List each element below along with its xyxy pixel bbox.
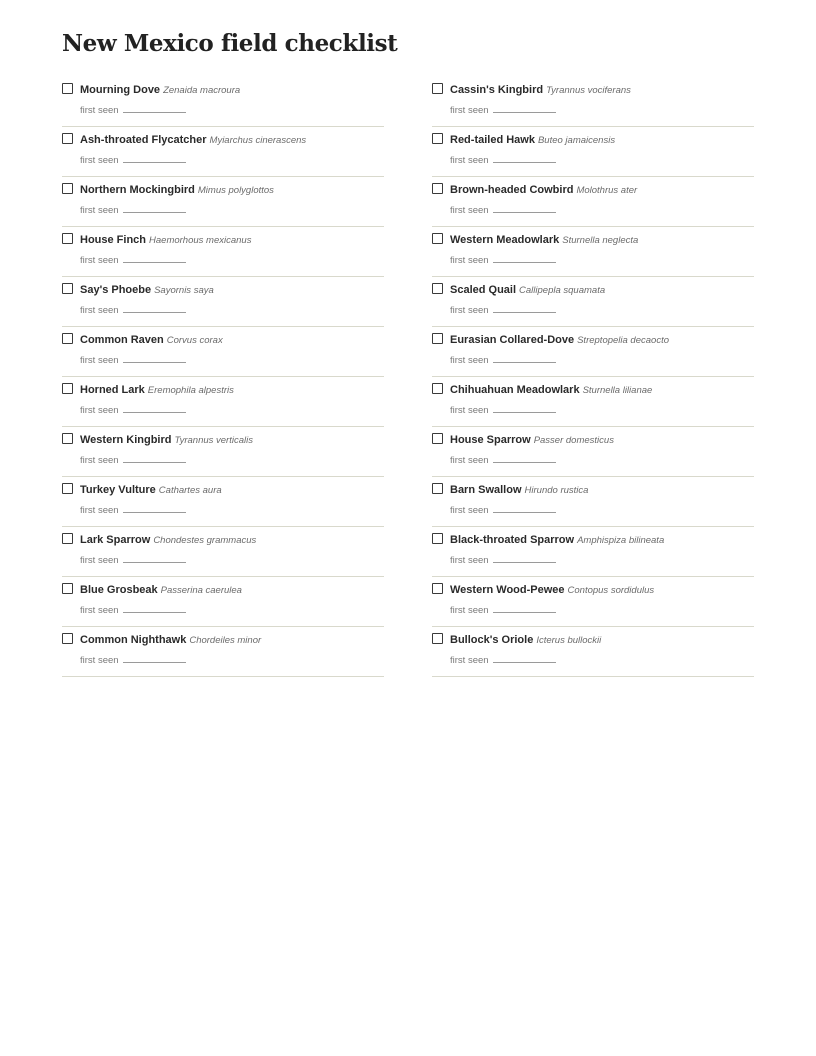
- checklist-item: [62, 277, 384, 327]
- first-seen-label: first seen: [450, 355, 489, 366]
- checkbox[interactable]: [432, 533, 443, 544]
- checkbox[interactable]: [432, 433, 443, 444]
- common-name: Lark Sparrow: [80, 534, 151, 546]
- scientific-name: Streptopelia decaocto: [577, 335, 669, 346]
- first-seen-blank[interactable]: [493, 103, 556, 113]
- species-name-line: [450, 232, 638, 248]
- species-name-line: [80, 232, 251, 248]
- species-name-line: [450, 132, 615, 148]
- species-name-line: [450, 532, 664, 548]
- first-seen-line: [80, 203, 186, 217]
- common-name: Bullock's Oriole: [450, 634, 534, 646]
- checklist-item: [432, 477, 754, 527]
- first-seen-label: first seen: [80, 155, 119, 166]
- scientific-name: Chondestes grammacus: [153, 535, 257, 546]
- species-name-line: [80, 182, 274, 198]
- common-name: Western Kingbird: [80, 434, 172, 446]
- first-seen-line: [450, 153, 556, 167]
- checkbox[interactable]: [62, 233, 73, 244]
- first-seen-line: [80, 553, 186, 567]
- first-seen-blank[interactable]: [493, 353, 556, 363]
- checklist-item: [62, 427, 384, 477]
- first-seen-line: [80, 453, 186, 467]
- checklist-item: [432, 427, 754, 477]
- first-seen-blank[interactable]: [493, 403, 556, 413]
- page-title: New Mexico field checklist: [62, 30, 398, 57]
- first-seen-line: [80, 353, 186, 367]
- common-name: Western Wood-Pewee: [450, 584, 565, 596]
- species-name-line: [450, 632, 601, 648]
- species-name-line: [450, 482, 588, 498]
- first-seen-blank[interactable]: [493, 453, 556, 463]
- common-name: Common Nighthawk: [80, 634, 187, 646]
- checkbox[interactable]: [432, 583, 443, 594]
- scientific-name: Sturnella lilianae: [582, 385, 653, 396]
- first-seen-line: [80, 153, 186, 167]
- first-seen-label: first seen: [80, 205, 119, 216]
- checklist-item: [432, 177, 754, 227]
- first-seen-blank[interactable]: [493, 303, 556, 313]
- species-name-line: [450, 582, 654, 598]
- checklist-item: [432, 127, 754, 177]
- first-seen-line: [80, 603, 186, 617]
- species-name-line: [80, 482, 222, 498]
- species-name-line: [80, 532, 256, 548]
- scientific-name: Sayornis saya: [154, 285, 214, 296]
- common-name: Black-throated Sparrow: [450, 534, 575, 546]
- scientific-name: Haemorhous mexicanus: [149, 235, 252, 246]
- first-seen-line: [80, 303, 186, 317]
- first-seen-label: first seen: [80, 655, 119, 666]
- checklist-item: [432, 577, 754, 627]
- scientific-name: Icterus bullockii: [536, 635, 602, 646]
- common-name: Eurasian Collared-Dove: [450, 334, 575, 346]
- first-seen-label: first seen: [450, 605, 489, 616]
- scientific-name: Corvus corax: [166, 335, 223, 346]
- first-seen-label: first seen: [450, 655, 489, 666]
- checkbox[interactable]: [432, 633, 443, 644]
- first-seen-label: first seen: [450, 155, 489, 166]
- first-seen-line: [450, 253, 556, 267]
- common-name: Brown-headed Cowbird: [450, 184, 574, 196]
- common-name: Red-tailed Hawk: [450, 134, 535, 146]
- species-name-line: [450, 432, 614, 448]
- species-name-line: [450, 82, 631, 98]
- checklist-item: [432, 277, 754, 327]
- scientific-name: Buteo jamaicensis: [537, 135, 616, 146]
- scientific-name: Hirundo rustica: [524, 485, 589, 496]
- checklist-item: [62, 127, 384, 177]
- checkbox[interactable]: [62, 283, 73, 294]
- first-seen-label: first seen: [80, 455, 119, 466]
- common-name: Scaled Quail: [450, 284, 517, 296]
- checkbox[interactable]: [62, 83, 73, 94]
- first-seen-line: [450, 553, 556, 567]
- common-name: House Sparrow: [450, 434, 531, 446]
- first-seen-blank[interactable]: [493, 603, 556, 613]
- first-seen-label: first seen: [80, 555, 119, 566]
- scientific-name: Contopus sordidulus: [567, 585, 655, 596]
- common-name: Common Raven: [80, 334, 164, 346]
- first-seen-label: first seen: [80, 355, 119, 366]
- scientific-name: Myiarchus cinerascens: [209, 135, 307, 146]
- first-seen-line: [450, 603, 556, 617]
- common-name: Cassin's Kingbird: [450, 84, 544, 96]
- species-name-line: [80, 582, 242, 598]
- checklist-item: [62, 177, 384, 227]
- checkbox[interactable]: [62, 633, 73, 644]
- first-seen-line: [450, 403, 556, 417]
- scientific-name: Tyrannus vociferans: [546, 85, 631, 96]
- first-seen-label: first seen: [450, 405, 489, 416]
- checkbox[interactable]: [432, 483, 443, 494]
- first-seen-label: first seen: [80, 505, 119, 516]
- species-name-line: [80, 432, 253, 448]
- checklist-item: [432, 77, 754, 127]
- first-seen-line: [450, 653, 556, 667]
- checklist-item: [432, 377, 754, 427]
- checklist-item: [62, 477, 384, 527]
- first-seen-label: first seen: [80, 405, 119, 416]
- first-seen-line: [450, 203, 556, 217]
- checkbox[interactable]: [432, 333, 443, 344]
- scientific-name: Passerina caerulea: [160, 585, 242, 596]
- first-seen-label: first seen: [80, 605, 119, 616]
- checkbox[interactable]: [432, 83, 443, 94]
- first-seen-label: first seen: [450, 505, 489, 516]
- first-seen-blank[interactable]: [123, 653, 186, 663]
- first-seen-blank[interactable]: [493, 203, 556, 213]
- common-name: Chihuahuan Meadowlark: [450, 384, 580, 396]
- checkbox[interactable]: [432, 233, 443, 244]
- first-seen-line: [80, 653, 186, 667]
- species-name-line: [80, 132, 306, 148]
- first-seen-line: [80, 403, 186, 417]
- first-seen-blank[interactable]: [123, 303, 186, 313]
- checkbox[interactable]: [432, 133, 443, 144]
- first-seen-blank[interactable]: [493, 653, 556, 663]
- scientific-name: Passer domesticus: [533, 435, 614, 446]
- first-seen-label: first seen: [450, 555, 489, 566]
- scientific-name: Sturnella neglecta: [562, 235, 639, 246]
- common-name: Western Meadowlark: [450, 234, 560, 246]
- first-seen-label: first seen: [80, 255, 119, 266]
- species-name-line: [80, 82, 240, 98]
- checklist-item: [62, 227, 384, 277]
- common-name: Northern Mockingbird: [80, 184, 195, 196]
- scientific-name: Eremophila alpestris: [147, 385, 234, 396]
- species-name-line: [450, 332, 669, 348]
- common-name: House Finch: [80, 234, 147, 246]
- checkbox[interactable]: [62, 133, 73, 144]
- first-seen-label: first seen: [80, 105, 119, 116]
- checklist-item: [432, 527, 754, 577]
- common-name: Barn Swallow: [450, 484, 522, 496]
- first-seen-blank[interactable]: [123, 353, 186, 363]
- checklist-item: [432, 327, 754, 377]
- checklist-item: [62, 377, 384, 427]
- scientific-name: Chordeiles minor: [189, 635, 262, 646]
- first-seen-blank[interactable]: [493, 553, 556, 563]
- first-seen-blank[interactable]: [123, 153, 186, 163]
- common-name: Mourning Dove: [80, 84, 161, 96]
- species-name-line: [450, 182, 637, 198]
- scientific-name: Tyrannus verticalis: [174, 435, 253, 446]
- checklist-column-right: [432, 77, 754, 677]
- checklist-item: [432, 227, 754, 277]
- species-name-line: [450, 382, 652, 398]
- checklist-item: [62, 577, 384, 627]
- checklist-item: [62, 77, 384, 127]
- checklist-column-left: [62, 77, 384, 677]
- common-name: Ash-throated Flycatcher: [80, 134, 207, 146]
- first-seen-blank[interactable]: [493, 503, 556, 513]
- first-seen-line: [450, 103, 556, 117]
- first-seen-blank[interactable]: [123, 453, 186, 463]
- first-seen-blank[interactable]: [123, 503, 186, 513]
- species-name-line: [80, 282, 214, 298]
- first-seen-label: first seen: [450, 105, 489, 116]
- first-seen-label: first seen: [450, 305, 489, 316]
- first-seen-blank[interactable]: [123, 603, 186, 613]
- checkbox[interactable]: [432, 183, 443, 194]
- species-name-line: [80, 332, 223, 348]
- scientific-name: Zenaida macroura: [163, 85, 241, 96]
- common-name: Say's Phoebe: [80, 284, 152, 296]
- checkbox[interactable]: [62, 433, 73, 444]
- scientific-name: Amphispiza bilineata: [577, 535, 665, 546]
- scientific-name: Mimus polyglottos: [197, 185, 274, 196]
- first-seen-blank[interactable]: [493, 153, 556, 163]
- checkbox[interactable]: [432, 383, 443, 394]
- first-seen-blank[interactable]: [123, 203, 186, 213]
- common-name: Turkey Vulture: [80, 484, 156, 496]
- species-name-line: [80, 382, 234, 398]
- first-seen-blank[interactable]: [123, 103, 186, 113]
- checkbox[interactable]: [62, 533, 73, 544]
- checklist-item: [432, 627, 754, 677]
- checklist-item: [62, 327, 384, 377]
- species-name-line: [80, 632, 261, 648]
- checkbox[interactable]: [432, 283, 443, 294]
- first-seen-label: first seen: [80, 305, 119, 316]
- first-seen-line: [450, 303, 556, 317]
- first-seen-line: [450, 503, 556, 517]
- first-seen-label: first seen: [450, 255, 489, 266]
- first-seen-blank[interactable]: [123, 403, 186, 413]
- checkbox[interactable]: [62, 183, 73, 194]
- scientific-name: Cathartes aura: [158, 485, 222, 496]
- first-seen-line: [80, 253, 186, 267]
- checkbox[interactable]: [62, 483, 73, 494]
- first-seen-line: [80, 503, 186, 517]
- first-seen-blank[interactable]: [123, 553, 186, 563]
- species-name-line: [450, 282, 605, 298]
- first-seen-blank[interactable]: [123, 253, 186, 263]
- common-name: Blue Grosbeak: [80, 584, 158, 596]
- first-seen-label: first seen: [450, 455, 489, 466]
- scientific-name: Molothrus ater: [576, 185, 638, 196]
- common-name: Horned Lark: [80, 384, 145, 396]
- scientific-name: Callipepla squamata: [519, 285, 606, 296]
- first-seen-line: [450, 453, 556, 467]
- checklist-item: [62, 527, 384, 577]
- checkbox[interactable]: [62, 333, 73, 344]
- checkbox[interactable]: [62, 383, 73, 394]
- first-seen-blank[interactable]: [493, 253, 556, 263]
- first-seen-label: first seen: [450, 205, 489, 216]
- first-seen-line: [80, 103, 186, 117]
- checklist-item: [62, 627, 384, 677]
- checkbox[interactable]: [62, 583, 73, 594]
- first-seen-line: [450, 353, 556, 367]
